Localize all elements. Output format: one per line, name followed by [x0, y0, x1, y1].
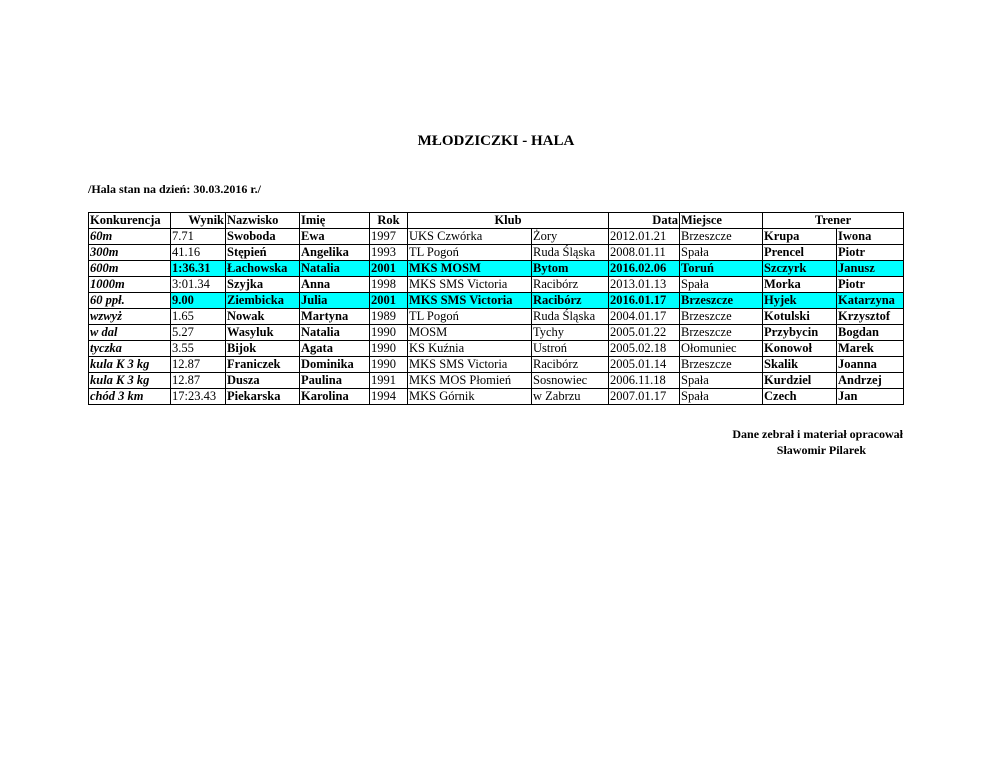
cell-konkurencja: 60m — [89, 229, 171, 245]
cell-miejsce: Spała — [680, 277, 763, 293]
cell-miasto: Bytom — [532, 261, 609, 277]
cell-data: 2006.11.18 — [609, 373, 680, 389]
cell-wynik: 5.27 — [171, 325, 226, 341]
cell-trener-nazwisko: Kurdziel — [763, 373, 837, 389]
cell-klub: MKS MOS Płomień — [408, 373, 532, 389]
header-imie: Imię — [300, 213, 370, 229]
cell-miasto: Żory — [532, 229, 609, 245]
cell-klub: MKS MOSM — [408, 261, 532, 277]
cell-konkurencja: 600m — [89, 261, 171, 277]
cell-wynik: 9.00 — [171, 293, 226, 309]
cell-nazwisko: Ziembicka — [226, 293, 300, 309]
cell-trener-nazwisko: Krupa — [763, 229, 837, 245]
cell-rok: 1990 — [370, 357, 408, 373]
header-trener: Trener — [763, 213, 904, 229]
cell-klub: TL Pogoń — [408, 309, 532, 325]
header-data: Data — [609, 213, 680, 229]
cell-data: 2016.01.17 — [609, 293, 680, 309]
cell-klub: MKS SMS Victoria — [408, 293, 532, 309]
header-wynik: Wynik — [171, 213, 226, 229]
cell-miejsce: Toruń — [680, 261, 763, 277]
cell-trener-nazwisko: Hyjek — [763, 293, 837, 309]
cell-data: 2004.01.17 — [609, 309, 680, 325]
header-klub: Klub — [408, 213, 609, 229]
cell-rok: 1991 — [370, 373, 408, 389]
status-date: /Hala stan na dzień: 30.03.2016 r./ — [88, 182, 261, 196]
cell-miejsce: Brzeszcze — [680, 229, 763, 245]
cell-trener-nazwisko: Szczyrk — [763, 261, 837, 277]
cell-miasto: w Zabrzu — [532, 389, 609, 405]
cell-data: 2012.01.21 — [609, 229, 680, 245]
cell-trener-imie: Janusz — [837, 261, 904, 277]
cell-rok: 1994 — [370, 389, 408, 405]
cell-nazwisko: Dusza — [226, 373, 300, 389]
cell-data: 2005.02.18 — [609, 341, 680, 357]
cell-miejsce: Spała — [680, 389, 763, 405]
cell-trener-imie: Jan — [837, 389, 904, 405]
cell-klub: MKS SMS Victoria — [408, 357, 532, 373]
cell-miejsce: Spała — [680, 373, 763, 389]
cell-imie: Paulina — [300, 373, 370, 389]
table-row — [89, 229, 904, 245]
header-rok: Rok — [370, 213, 408, 229]
cell-konkurencja: kula K 3 kg — [89, 357, 171, 373]
cell-konkurencja: tyczka — [89, 341, 171, 357]
cell-imie: Natalia — [300, 261, 370, 277]
cell-data: 2005.01.14 — [609, 357, 680, 373]
table-row — [89, 325, 904, 341]
table-header-row — [89, 213, 904, 229]
table-row — [89, 341, 904, 357]
cell-miasto: Racibórz — [532, 357, 609, 373]
cell-trener-imie: Piotr — [837, 277, 904, 293]
cell-wynik: 3.55 — [171, 341, 226, 357]
cell-trener-nazwisko: Kotulski — [763, 309, 837, 325]
table-row — [89, 389, 904, 405]
cell-imie: Julia — [300, 293, 370, 309]
cell-miejsce: Brzeszcze — [680, 357, 763, 373]
cell-imie: Ewa — [300, 229, 370, 245]
table-row — [89, 245, 904, 261]
cell-konkurencja: kula K 3 kg — [89, 373, 171, 389]
cell-nazwisko: Franiczek — [226, 357, 300, 373]
cell-rok: 1989 — [370, 309, 408, 325]
cell-konkurencja: wzwyż — [89, 309, 171, 325]
cell-miejsce: Brzeszcze — [680, 309, 763, 325]
signature-line-2: Sławomir Pilarek — [776, 443, 866, 457]
cell-miasto: Racibórz — [532, 293, 609, 309]
cell-konkurencja: 1000m — [89, 277, 171, 293]
cell-nazwisko: Bijok — [226, 341, 300, 357]
page-title: MŁODZICZKI - HALA — [417, 133, 575, 149]
cell-trener-nazwisko: Przybycin — [763, 325, 837, 341]
cell-nazwisko: Nowak — [226, 309, 300, 325]
cell-trener-imie: Marek — [837, 341, 904, 357]
cell-imie: Dominika — [300, 357, 370, 373]
cell-miejsce: Brzeszcze — [680, 293, 763, 309]
header-konkurencja: Konkurencja — [89, 213, 171, 229]
cell-data: 2013.01.13 — [609, 277, 680, 293]
header-nazwisko: Nazwisko — [226, 213, 300, 229]
cell-rok: 1990 — [370, 341, 408, 357]
cell-imie: Natalia — [300, 325, 370, 341]
cell-klub: MKS Górnik — [408, 389, 532, 405]
table-row — [89, 373, 904, 389]
cell-trener-imie: Bogdan — [837, 325, 904, 341]
cell-rok: 2001 — [370, 293, 408, 309]
cell-klub: KS Kuźnia — [408, 341, 532, 357]
cell-imie: Angelika — [300, 245, 370, 261]
cell-trener-imie: Krzysztof — [837, 309, 904, 325]
cell-nazwisko: Szyjka — [226, 277, 300, 293]
header-miejsce: Miejsce — [680, 213, 763, 229]
cell-imie: Karolina — [300, 389, 370, 405]
cell-trener-imie: Andrzej — [837, 373, 904, 389]
cell-data: 2008.01.11 — [609, 245, 680, 261]
cell-imie: Martyna — [300, 309, 370, 325]
cell-klub: MOSM — [408, 325, 532, 341]
cell-nazwisko: Piekarska — [226, 389, 300, 405]
cell-konkurencja: 60 ppł. — [89, 293, 171, 309]
signature-line-1: Dane zebrał i materiał opracował — [732, 427, 903, 441]
cell-data: 2007.01.17 — [609, 389, 680, 405]
cell-rok: 1997 — [370, 229, 408, 245]
cell-rok: 1993 — [370, 245, 408, 261]
cell-miejsce: Brzeszcze — [680, 325, 763, 341]
cell-wynik: 3:01.34 — [171, 277, 226, 293]
cell-nazwisko: Stępień — [226, 245, 300, 261]
table-row — [89, 309, 904, 325]
cell-wynik: 17:23.43 — [171, 389, 226, 405]
cell-klub: TL Pogoń — [408, 245, 532, 261]
cell-data: 2016.02.06 — [609, 261, 680, 277]
cell-konkurencja: w dal — [89, 325, 171, 341]
cell-miasto: Tychy — [532, 325, 609, 341]
cell-wynik: 7.71 — [171, 229, 226, 245]
cell-klub: UKS Czwórka — [408, 229, 532, 245]
cell-nazwisko: Wasyluk — [226, 325, 300, 341]
cell-miasto: Ruda Śląska — [532, 309, 609, 325]
cell-miasto: Sosnowiec — [532, 373, 609, 389]
cell-klub: MKS SMS Victoria — [408, 277, 532, 293]
cell-trener-nazwisko: Czech — [763, 389, 837, 405]
cell-miejsce: Spała — [680, 245, 763, 261]
cell-miejsce: Ołomuniec — [680, 341, 763, 357]
cell-imie: Anna — [300, 277, 370, 293]
cell-wynik: 41.16 — [171, 245, 226, 261]
cell-trener-nazwisko: Skalik — [763, 357, 837, 373]
cell-trener-imie: Joanna — [837, 357, 904, 373]
cell-trener-imie: Piotr — [837, 245, 904, 261]
cell-nazwisko: Łachowska — [226, 261, 300, 277]
cell-trener-nazwisko: Konowoł — [763, 341, 837, 357]
cell-nazwisko: Swoboda — [226, 229, 300, 245]
cell-wynik: 12.87 — [171, 357, 226, 373]
cell-konkurencja: 300m — [89, 245, 171, 261]
table-row — [89, 293, 904, 309]
cell-konkurencja: chód 3 km — [89, 389, 171, 405]
cell-miasto: Ruda Śląska — [532, 245, 609, 261]
table-row — [89, 261, 904, 277]
cell-rok: 2001 — [370, 261, 408, 277]
table-row — [89, 357, 904, 373]
cell-trener-imie: Iwona — [837, 229, 904, 245]
records-table — [88, 212, 904, 405]
cell-rok: 1998 — [370, 277, 408, 293]
cell-wynik: 12.87 — [171, 373, 226, 389]
cell-trener-nazwisko: Morka — [763, 277, 837, 293]
cell-imie: Agata — [300, 341, 370, 357]
cell-rok: 1990 — [370, 325, 408, 341]
cell-trener-imie: Katarzyna — [837, 293, 904, 309]
cell-miasto: Racibórz — [532, 277, 609, 293]
table-row — [89, 277, 904, 293]
cell-trener-nazwisko: Prencel — [763, 245, 837, 261]
cell-wynik: 1.65 — [171, 309, 226, 325]
cell-miasto: Ustroń — [532, 341, 609, 357]
cell-wynik: 1:36.31 — [171, 261, 226, 277]
cell-data: 2005.01.22 — [609, 325, 680, 341]
